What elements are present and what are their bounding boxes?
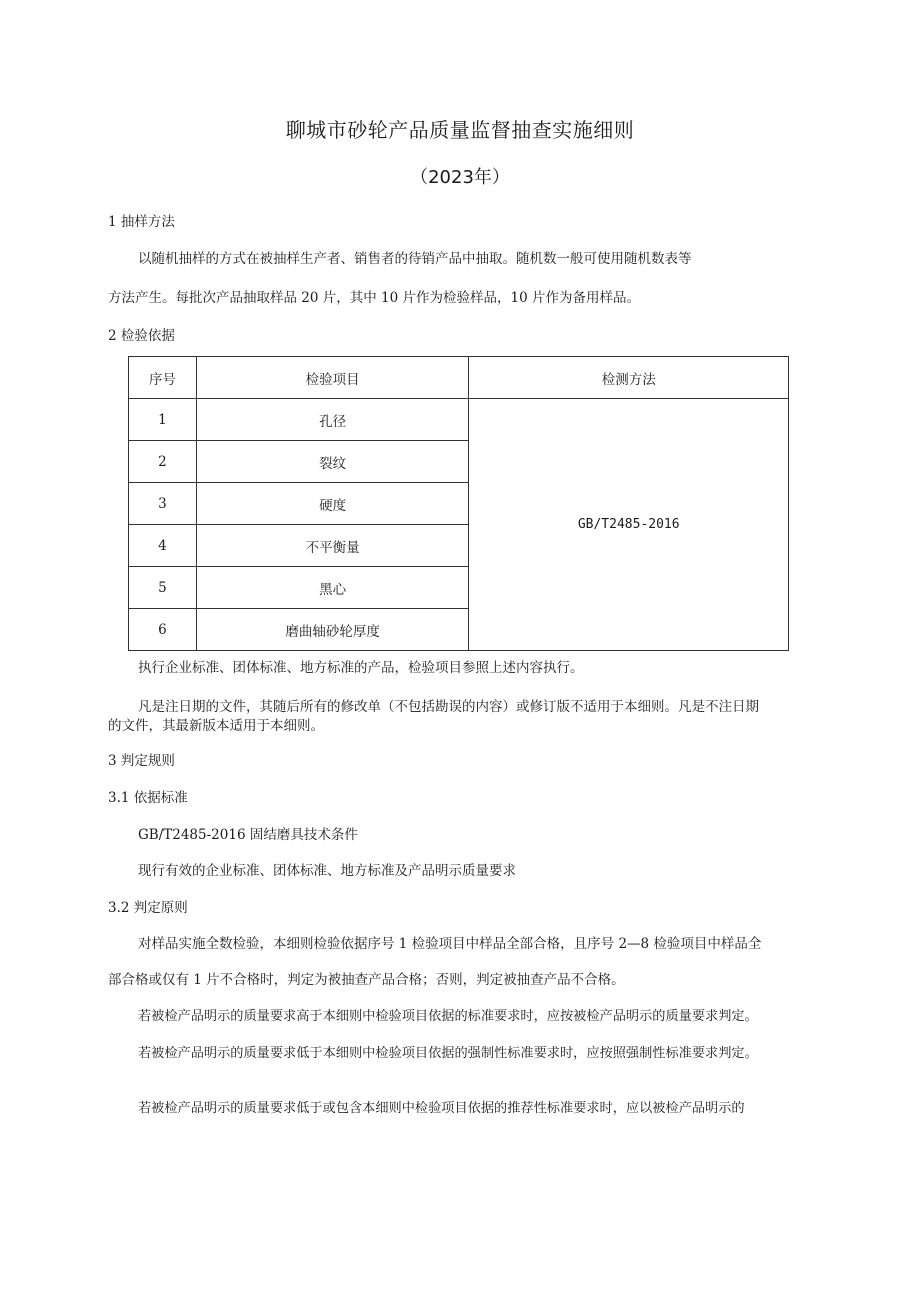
section-2-heading: 2 检验依据 (108, 328, 175, 344)
table-cell-no: 5 (129, 567, 197, 609)
page-subtitle: （2023年） (410, 167, 510, 188)
rule-paragraph-3: 若被检产品明示的质量要求低于本细则中检验项目依据的强制性标准要求时，应按照强制性标准要求判定。 (138, 1046, 758, 1061)
table-header-no: 序号 (129, 357, 197, 399)
table-cell-no: 6 (129, 609, 197, 651)
standard-2: 现行有效的企业标准、团体标准、地方标准及产品明示质量要求 (138, 863, 516, 879)
table-cell-item: 黑心 (196, 567, 469, 609)
table-header-method: 检测方法 (469, 357, 789, 399)
table-cell-no: 4 (129, 525, 197, 567)
section-2-note-2-line-2: 的文件，其最新版本适用于本细则。 (108, 718, 324, 734)
table-cell-method: GB/T2485-2016 (469, 399, 789, 651)
section-2-note-1: 执行企业标准、团体标准、地方标准的产品，检验项目参照上述内容执行。 (138, 660, 584, 676)
table-cell-item: 磨曲轴砂轮厚度 (196, 609, 469, 651)
section-1-paragraph-line-2: 方法产生。每批次产品抽取样品 20 片，其中 10 片作为检验样品，10 片作为备用样品。 (108, 290, 640, 306)
table-header-item: 检验项目 (196, 357, 469, 399)
table-row (129, 399, 789, 441)
table-cell-item: 孔径 (196, 399, 469, 441)
rule-paragraph-1-line-2: 部合格或仅有 1 片不合格时，判定为被抽查产品合格；否则，判定被抽查产品不合格。 (108, 972, 625, 988)
table-cell-item: 裂纹 (196, 441, 469, 483)
standard-1: GB/T2485-2016 固结磨具技术条件 (138, 827, 358, 843)
table-cell-no: 2 (129, 441, 197, 483)
table-cell-item: 不平衡量 (196, 525, 469, 567)
table-cell-no: 1 (129, 399, 197, 441)
section-3-1-heading: 3.1 依据标准 (108, 790, 188, 806)
rule-paragraph-1-line-1: 对样品实施全数检验，本细则检验依据序号 1 检验项目中样品全部合格，且序号 2—8 检验项目中样品全 (138, 936, 762, 952)
section-1-paragraph-line-1: 以随机抽样的方式在被抽样生产者、销售者的待销产品中抽取。随机数一般可使用随机数表等 (138, 251, 692, 267)
section-2-note-2-line-1: 凡是注日期的文件，其随后所有的修改单（不包括勘误的内容）或修订版不适用于本细则。凡是不注日期 (138, 699, 759, 715)
page-title: 聊城市砂轮产品质量监督抽查实施细则 (285, 118, 635, 142)
section-3-heading: 3 判定规则 (108, 753, 175, 769)
rule-paragraph-4: 若被检产品明示的质量要求低于或包含本细则中检验项目依据的推荐性标准要求时，应以被检产品明示的 (138, 1101, 745, 1116)
section-3-2-heading: 3.2 判定原则 (108, 900, 188, 916)
inspection-table (128, 356, 789, 651)
table-header-row (129, 357, 789, 399)
rule-paragraph-2: 若被检产品明示的质量要求高于本细则中检验项目依据的标准要求时，应按被检产品明示的质量要求判定。 (138, 1009, 758, 1024)
table-cell-item: 硬度 (196, 483, 469, 525)
section-1-heading: 1 抽样方法 (108, 214, 175, 230)
table-cell-no: 3 (129, 483, 197, 525)
